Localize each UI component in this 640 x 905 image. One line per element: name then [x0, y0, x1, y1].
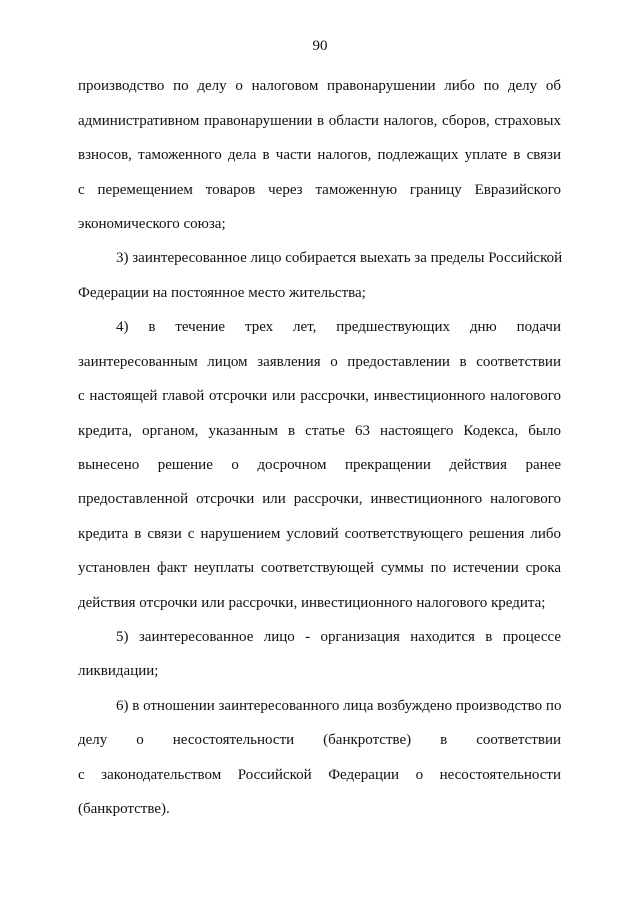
text-line: с законодательством Российской Федерации о несостоятельности: [78, 767, 561, 783]
text-line: установлен факт неуплаты соответствующей суммы по истечении срока: [78, 560, 561, 576]
text-line: административном правонарушении в области налогов, сборов, страховых: [78, 113, 561, 129]
text-line: Федерации на постоянное место жительства;: [78, 285, 366, 301]
text-line: предоставленной отсрочки или рассрочки, инвестиционного налогового: [78, 491, 561, 507]
text-line: экономического союза;: [78, 216, 226, 232]
text-line: действия отсрочки или рассрочки, инвестиционного налогового кредита;: [78, 595, 546, 611]
text-line: 6) в отношении заинтересованного лица возбуждено производство по: [116, 698, 562, 714]
text-line: вынесено решение о досрочном прекращении действия ранее: [78, 457, 561, 473]
text-line: кредита, органом, указанным в статье 63 настоящего Кодекса, было: [78, 423, 561, 439]
text-line: кредита в связи с нарушением условий соответствующего решения либо: [78, 526, 561, 542]
text-line: с настоящей главой отсрочки или рассрочки, инвестиционного налогового: [78, 388, 561, 404]
text-line: с перемещением товаров через таможенную границу Евразийского: [78, 182, 561, 198]
text-line: делу о несостоятельности (банкротстве) в соответствии: [78, 732, 561, 748]
text-line: взносов, таможенного дела в части налогов, подлежащих уплате в связи: [78, 147, 561, 163]
page-number: 90: [312, 38, 328, 54]
text-line: 4) в течение трех лет, предшествующих дню подачи: [116, 319, 561, 335]
text-line: (банкротстве).: [78, 801, 170, 817]
text-line: 5) заинтересованное лицо - организация находится в процессе: [116, 629, 561, 645]
text-line: заинтересованным лицом заявления о предоставлении в соответствии: [78, 354, 561, 370]
text-line: ликвидации;: [78, 663, 159, 679]
text-line: 3) заинтересованное лицо собирается выехать за пределы Российской: [116, 250, 563, 266]
text-line: производство по делу о налоговом правонарушении либо по делу об: [78, 78, 561, 94]
